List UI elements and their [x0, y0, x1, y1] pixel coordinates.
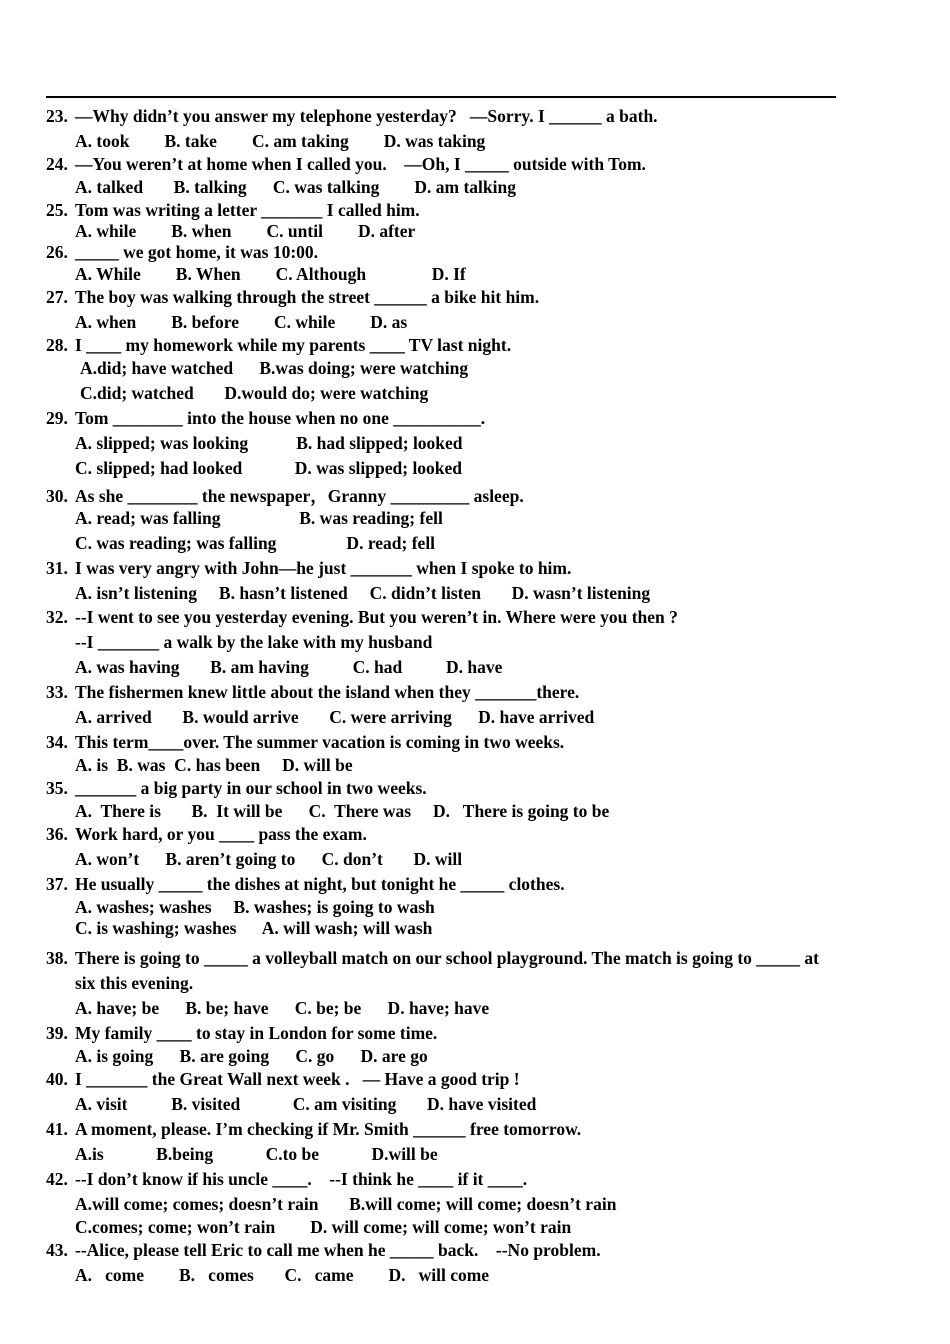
options-30-line2: C. was reading; was falling D. read; fell [75, 533, 436, 553]
options-42-line2: C.comes; come; won’t rain D. will come; will come; won’t rain [75, 1217, 572, 1237]
options-33: A. arrived B. would arrive C. were arriving D. have arrived [75, 707, 595, 727]
options-41: A.is B.being C.to be D.will be [75, 1144, 438, 1164]
options-39: A. is going B. are going C. go D. are go [75, 1046, 428, 1066]
question-35: 35. _______ a big party in our school in two weeks. [46, 778, 427, 798]
header-rule [46, 96, 836, 98]
options-28-line2: C.did; watched D.would do; were watching [80, 383, 429, 403]
question-27: 27. The boy was walking through the street ______ a bike hit him. [46, 287, 540, 307]
question-31: 31. I was very angry with John—he just _______ when I spoke to him. [46, 558, 572, 578]
options-25: A. while B. when C. until D. after [75, 221, 416, 241]
question-34: 34. This term____over. The summer vacation is coming in two weeks. [46, 732, 565, 752]
question-38: 38. There is going to _____ a volleyball match on our school playground. The match is going to _____ at [46, 948, 819, 968]
question-32-line2: --I _______ a walk by the lake with my husband [75, 632, 433, 652]
question-40: 40. I _______ the Great Wall next week . — Have a good trip ! [46, 1069, 520, 1089]
options-30-line1: A. read; was falling B. was reading; fell [75, 508, 443, 528]
options-32: A. was having B. am having C. had D. have [75, 657, 503, 677]
question-23: 23. —Why didn’t you answer my telephone yesterday? —Sorry. I ______ a bath. [46, 106, 658, 126]
options-29-line2: C. slipped; had looked D. was slipped; looked [75, 458, 463, 478]
question-43: 43. --Alice, please tell Eric to call me when he _____ back. --No problem. [46, 1240, 601, 1260]
question-41: 41. A moment, please. I’m checking if Mr. Smith ______ free tomorrow. [46, 1119, 582, 1139]
options-37-line2: C. is washing; washes A. will wash; will wash [75, 918, 433, 938]
options-42-line1: A.will come; comes; doesn’t rain B.will come; will come; doesn’t rain [75, 1194, 617, 1214]
question-39: 39. My family ____ to stay in London for some time. [46, 1023, 438, 1043]
question-38-line2: six this evening. [75, 973, 194, 993]
question-28: 28. I ____ my homework while my parents ____ TV last night. [46, 335, 512, 355]
question-36: 36. Work hard, or you ____ pass the exam. [46, 824, 367, 844]
question-29: 29. Tom ________ into the house when no one __________. [46, 408, 486, 428]
options-38: A. have; be B. be; have C. be; be D. have; have [75, 998, 490, 1018]
options-24: A. talked B. talking C. was talking D. am talking [75, 177, 516, 197]
question-30: 30. As she ________ the newspaper，Granny _________ asleep. [46, 486, 524, 506]
options-26: A. While B. When C. Although D. If [75, 264, 466, 284]
question-33: 33. The fishermen knew little about the island when they _______there. [46, 682, 580, 702]
options-34: A. is B. was C. has been D. will be [75, 755, 353, 775]
options-28-line1: A.did; have watched B.was doing; were watching [80, 358, 469, 378]
question-26: 26. _____ we got home, it was 10:00. [46, 242, 319, 262]
options-36: A. won’t B. aren’t going to C. don’t D. will [75, 849, 463, 869]
options-29-line1: A. slipped; was looking B. had slipped; looked [75, 433, 463, 453]
question-37: 37. He usually _____ the dishes at night, but tonight he _____ clothes. [46, 874, 565, 894]
options-31: A. isn’t listening B. hasn’t listened C. didn’t listen D. wasn’t listening [75, 583, 651, 603]
question-42: 42. --I don’t know if his uncle ____. --I think he ____ if it ____. [46, 1169, 528, 1189]
question-32: 32. --I went to see you yesterday evening. But you weren’t in. Where were you then ? [46, 607, 678, 627]
options-40: A. visit B. visited C. am visiting D. have visited [75, 1094, 537, 1114]
question-25: 25. Tom was writing a letter _______ I called him. [46, 200, 420, 220]
options-23: A. took B. take C. am taking D. was taking [75, 131, 486, 151]
options-27: A. when B. before C. while D. as [75, 312, 408, 332]
options-37-line1: A. washes; washes B. washes; is going to wash [75, 897, 435, 917]
options-43: A. come B. comes C. came D. will come [75, 1265, 490, 1285]
options-35: A. There is B. It will be C. There was D. There is going to be [75, 801, 610, 821]
question-24: 24. —You weren’t at home when I called you. —Oh, I _____ outside with Tom. [46, 154, 646, 174]
